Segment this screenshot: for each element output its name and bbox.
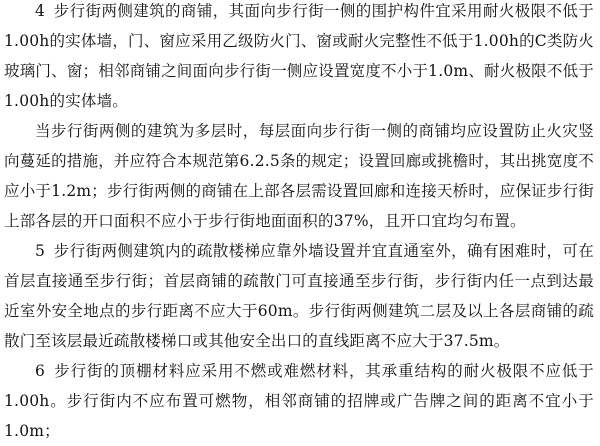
clause-text: 步行街的顶棚材料应采用不燃或难燃材料，其承重结构的耐火极限不应低于1.00h。步行街内不应布置可燃物，相邻商铺的招牌或广告牌之间的距离不宜小于1.0m；: [4, 362, 594, 440]
clause-text: 步行街两侧建筑的商铺，其面向步行街一侧的围护构件宜采用耐火极限不低于1.00h的实体墙，门、窗应采用乙级防火门、窗或耐火完整性不低于1.00h的C类防火玻璃门、窗；相邻商铺之间面向步行街一侧应设置宽度不小于1.0m、耐火极限不低于1.00h的实体墙。: [4, 2, 594, 110]
clause-number: 5: [35, 242, 46, 260]
clause-5: [4, 236, 594, 356]
clause-4: [4, 0, 594, 116]
clause-text: 当步行街两侧的建筑为多层时，每层面向步行街一侧的商铺均应设置防止火灾竖向蔓延的措施，并应符合本规范第6.2.5条的规定；设置回廊或挑檐时，其出挑宽度不应小于1.2m；步行街两侧的商铺在上部各层需设置回廊和连接天桥时，应保证步行街上部各层的开口面积不应小于步行街地面面积的37%，且开口宜均匀布置。: [4, 122, 594, 230]
clause-6: [4, 356, 594, 446]
clause-number: 6: [35, 362, 46, 380]
clause-number: 4: [35, 2, 46, 20]
clause-4-continuation: [4, 116, 594, 236]
clause-text: 步行街两侧建筑内的疏散楼梯应靠外墙设置并宜直通室外，确有困难时，可在首层直接通至步行街；首层商铺的疏散门可直接通至步行街，步行街内任一点到达最近室外安全地点的步行距离不应大于60m。步行街两侧建筑二层及以上各层商铺的疏散门至该层最近疏散楼梯口或其他安全出口的直线距离不应大于37.5m。: [4, 242, 594, 350]
